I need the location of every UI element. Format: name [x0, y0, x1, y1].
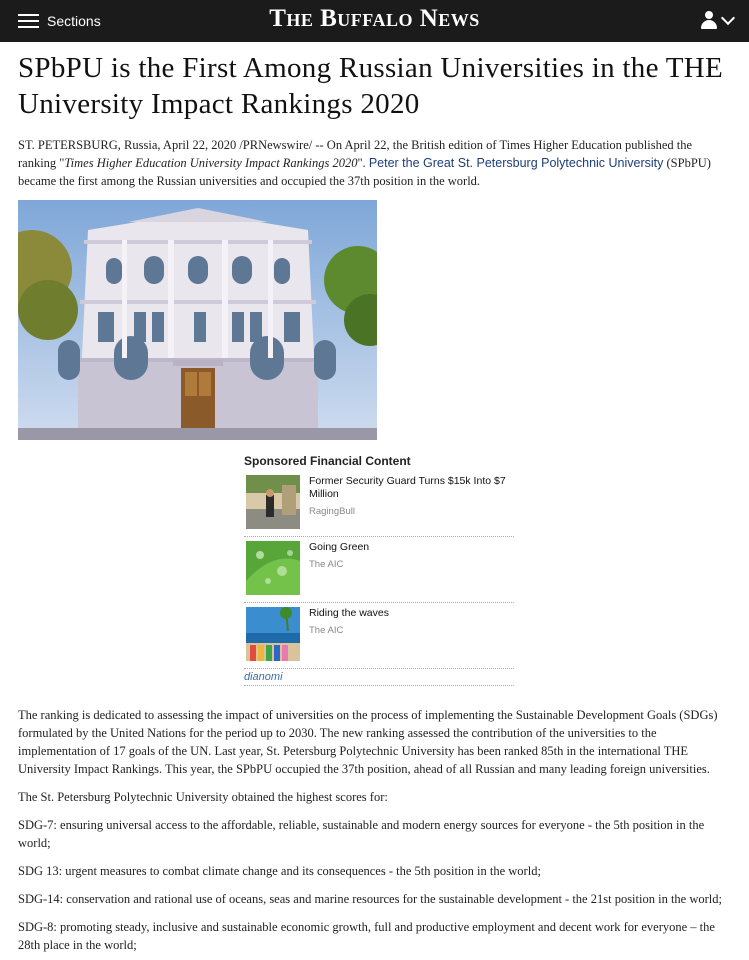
top-navigation-bar — [0, 0, 749, 42]
site-logo — [0, 5, 749, 33]
sponsored-headline[interactable]: Going Green — [309, 541, 370, 553]
sponsored-source: The AIC — [309, 559, 344, 570]
sponsored-item[interactable] — [244, 541, 514, 603]
sponsored-item[interactable] — [244, 475, 514, 537]
lead-text-1: ST. PETERSBURG, Russia, April 22, 2020 /PRNewswire/ -- On April 22, the British edition of Times Higher Education published the ranking " — [18, 138, 693, 170]
university-building-photo — [18, 200, 377, 440]
sponsored-headline[interactable]: Former Security Guard Turns $15k Into $7 Million — [309, 475, 506, 500]
sponsored-headline[interactable]: Riding the waves — [309, 607, 389, 619]
lead-text-2: ". — [357, 156, 369, 170]
university-link[interactable]: Peter the Great St. Petersburg Polytechnic University — [368, 156, 664, 170]
body-paragraph: SDG-14: conservation and rational use of oceans, seas and marine resources for the sustainable development - the 21st position in the world; — [18, 892, 722, 906]
sponsored-title: Sponsored Financial Content — [244, 454, 411, 468]
sections-menu-button[interactable] — [18, 13, 101, 29]
sponsored-thumbnail[interactable] — [246, 475, 300, 529]
article-lead — [18, 136, 731, 190]
sponsored-thumbnail[interactable] — [246, 607, 300, 661]
sponsored-source: The AIC — [309, 625, 344, 636]
article-body — [18, 706, 731, 954]
lead-italic-text: Times Higher Education University Impact Rankings 2020 — [64, 156, 358, 170]
body-paragraph: The ranking is dedicated to assessing the impact of universities on the process of implementing the Sustainable Development Goals (SDGs) formulated by the United Nations for the period up to 2030. The new ranking assessed the contribution of the universities to the implementation of 17 goals of the UN. Last year, St. Petersburg Polytechnic University has been ranked 85th in the international THE University Impact Rankings. This year, the SPbPU occupied the 37th position, ahead of all Russian and many leading foreign universities. — [18, 708, 718, 776]
dianomi-logo[interactable]: dianomi — [244, 671, 514, 686]
sponsored-content-widget — [244, 454, 514, 686]
body-paragraph: SDG-7: ensuring universal access to the affordable, reliable, sustainable and modern energy sources for everyone - the 5th position in the world; — [18, 818, 705, 850]
user-menu-button[interactable] — [701, 11, 733, 29]
body-paragraph: The St. Petersburg Polytechnic University obtained the highest scores for: — [18, 790, 388, 804]
article — [0, 50, 749, 954]
sponsored-source: RagingBull — [309, 506, 355, 517]
body-paragraph: SDG 13: urgent measures to combat climate change and its consequences - the 5th position in the world; — [18, 864, 541, 878]
sponsored-item[interactable] — [244, 607, 514, 669]
lead-text-3: (SPbPU) became the first among the Russian universities and occupied the 37th position in the world. — [18, 156, 711, 188]
body-paragraph: SDG-8: promoting steady, inclusive and sustainable economic growth, full and productive employment and decent work for everyone – the 28th place in the world; — [18, 920, 715, 952]
chevron-down-icon[interactable] — [721, 10, 735, 24]
user-icon[interactable] — [701, 11, 717, 29]
sections-label[interactable]: Sections — [47, 13, 101, 29]
site-logo-link[interactable]: The Buffalo News — [269, 5, 480, 32]
article-title: SPbPU is the First Among Russian Universities in the THE University Impact Rankings 2020 — [18, 52, 724, 120]
sponsored-thumbnail[interactable] — [246, 541, 300, 595]
hamburger-icon[interactable] — [18, 14, 39, 29]
